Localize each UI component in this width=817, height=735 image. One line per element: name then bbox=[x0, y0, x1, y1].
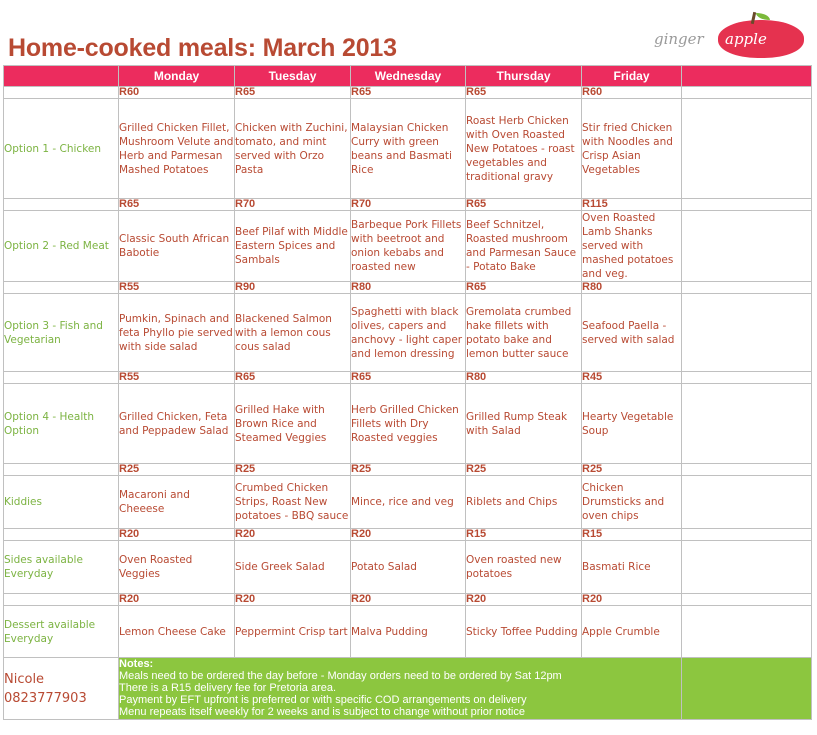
category-label: Option 1 - Chicken bbox=[4, 99, 119, 199]
header-extra bbox=[682, 66, 812, 87]
notes-panel bbox=[119, 658, 682, 720]
blank-cell bbox=[4, 87, 119, 99]
dish-cell: Peppermint Crisp tart bbox=[235, 606, 351, 658]
category-label: Option 3 - Fish and Vegetarian bbox=[4, 294, 119, 372]
blank-cell bbox=[682, 199, 812, 211]
dish-cell: Side Greek Salad bbox=[235, 541, 351, 594]
menu-row-option-3 bbox=[4, 294, 812, 372]
dish-cell: Beef Pilaf with Middle Eastern Spices and Sambals bbox=[235, 211, 351, 282]
day-header-wednesday: Wednesday bbox=[351, 66, 466, 87]
category-label: Dessert available Everyday bbox=[4, 606, 119, 658]
price-cell: R70 bbox=[235, 199, 351, 211]
dish-cell: Grilled Rump Steak with Salad bbox=[466, 384, 582, 464]
price-cell: R65 bbox=[235, 87, 351, 99]
dish-cell: Herb Grilled Chicken Fillets with Dry Roasted veggies bbox=[351, 384, 466, 464]
blank-cell bbox=[682, 99, 812, 199]
menu-row-sides bbox=[4, 541, 812, 594]
notes-line: There is a R15 delivery fee for Pretoria area. bbox=[119, 682, 337, 694]
notes-line: Payment by EFT upfront is preferred or with specific COD arrangements on delivery bbox=[119, 694, 527, 706]
price-cell: R25 bbox=[235, 464, 351, 476]
page-title: Home-cooked meals: March 2013 bbox=[8, 34, 397, 62]
price-cell: R60 bbox=[582, 87, 682, 99]
notes-line: Meals need to be ordered the day before - Monday orders need to be ordered by Sat 12pm bbox=[119, 670, 562, 682]
dish-cell: Malaysian Chicken Curry with green beans and Basmati Rice bbox=[351, 99, 466, 199]
menu-table bbox=[3, 65, 812, 720]
price-cell: R25 bbox=[351, 464, 466, 476]
notes-line: Menu repeats itself weekly for 2 weeks and is subject to change without prior notice bbox=[119, 706, 525, 718]
blank-cell bbox=[682, 476, 812, 529]
price-cell: R20 bbox=[582, 594, 682, 606]
dish-cell: Gremolata crumbed hake fillets with potato bake and lemon butter sauce bbox=[466, 294, 582, 372]
price-cell: R25 bbox=[582, 464, 682, 476]
price-cell: R80 bbox=[466, 372, 582, 384]
blank-cell bbox=[4, 464, 119, 476]
price-cell: R20 bbox=[235, 529, 351, 541]
dish-cell: Grilled Chicken, Feta and Peppadew Salad bbox=[119, 384, 235, 464]
header-row bbox=[4, 66, 812, 87]
apple-leaf-icon bbox=[756, 13, 770, 20]
blank-cell bbox=[682, 464, 812, 476]
price-cell: R15 bbox=[466, 529, 582, 541]
price-cell: R20 bbox=[235, 594, 351, 606]
price-cell: R65 bbox=[235, 372, 351, 384]
blank-cell bbox=[682, 384, 812, 464]
price-row bbox=[4, 282, 812, 294]
blank-cell bbox=[4, 282, 119, 294]
price-cell: R65 bbox=[466, 199, 582, 211]
dish-cell: Beef Schnitzel, Roasted mushroom and Parmesan Sauce - Potato Bake bbox=[466, 211, 582, 282]
category-label: Sides available Everyday bbox=[4, 541, 119, 594]
dish-cell: Hearty Vegetable Soup bbox=[582, 384, 682, 464]
dish-cell: Basmati Rice bbox=[582, 541, 682, 594]
contact-name: Nicole bbox=[4, 671, 45, 687]
price-cell: R70 bbox=[351, 199, 466, 211]
price-cell: R65 bbox=[466, 87, 582, 99]
dish-cell: Lemon Cheese Cake bbox=[119, 606, 235, 658]
price-row bbox=[4, 464, 812, 476]
menu-row-option-4 bbox=[4, 384, 812, 464]
price-row bbox=[4, 199, 812, 211]
blank-cell bbox=[682, 541, 812, 594]
price-cell: R65 bbox=[351, 372, 466, 384]
day-header-friday: Friday bbox=[582, 66, 682, 87]
dish-cell: Barbeque Pork Fillets with beetroot and onion kebabs and roasted new bbox=[351, 211, 466, 282]
price-cell: R60 bbox=[119, 87, 235, 99]
price-cell: R90 bbox=[235, 282, 351, 294]
blank-cell bbox=[4, 529, 119, 541]
dish-cell: Roast Herb Chicken with Oven Roasted New Potatoes - roast vegetables and traditional gravy bbox=[466, 99, 582, 199]
category-label: Option 4 - Health Option bbox=[4, 384, 119, 464]
dish-cell: Stir fried Chicken with Noodles and Crisp Asian Vegetables bbox=[582, 99, 682, 199]
price-cell: R45 bbox=[582, 372, 682, 384]
price-cell: R20 bbox=[351, 594, 466, 606]
price-cell: R80 bbox=[351, 282, 466, 294]
dish-cell: Potato Salad bbox=[351, 541, 466, 594]
blank-cell bbox=[682, 372, 812, 384]
menu-row-option-1 bbox=[4, 99, 812, 199]
price-cell: R20 bbox=[466, 594, 582, 606]
price-row bbox=[4, 372, 812, 384]
dish-cell: Oven Roasted Veggies bbox=[119, 541, 235, 594]
dish-cell: Sticky Toffee Pudding bbox=[466, 606, 582, 658]
dish-cell: Chicken Drumsticks and oven chips bbox=[582, 476, 682, 529]
price-cell: R55 bbox=[119, 282, 235, 294]
day-header-tuesday: Tuesday bbox=[235, 66, 351, 87]
notes-title: Notes: bbox=[119, 658, 154, 670]
price-cell: R80 bbox=[582, 282, 682, 294]
day-header-thursday: Thursday bbox=[466, 66, 582, 87]
category-label: Kiddies bbox=[4, 476, 119, 529]
header-corner bbox=[4, 66, 119, 87]
blank-cell bbox=[4, 594, 119, 606]
dish-cell: Mince, rice and veg bbox=[351, 476, 466, 529]
blank-cell bbox=[4, 199, 119, 211]
dish-cell: Malva Pudding bbox=[351, 606, 466, 658]
price-cell: R55 bbox=[119, 372, 235, 384]
dish-cell: Crumbed Chicken Strips, Roast New potatoes - BBQ sauce bbox=[235, 476, 351, 529]
dish-cell: Macaroni and Cheeese bbox=[119, 476, 235, 529]
price-cell: R65 bbox=[351, 87, 466, 99]
blank-cell bbox=[682, 529, 812, 541]
dish-cell: Pumkin, Spinach and feta Phyllo pie served with side salad bbox=[119, 294, 235, 372]
dish-cell: Classic South African Babotie bbox=[119, 211, 235, 282]
price-cell: R20 bbox=[351, 529, 466, 541]
logo-text-ginger: ginger bbox=[654, 30, 704, 48]
blank-cell bbox=[682, 282, 812, 294]
price-cell: R65 bbox=[119, 199, 235, 211]
dish-cell: Oven Roasted Lamb Shanks served with mashed potatoes and veg. bbox=[582, 211, 682, 282]
blank-cell bbox=[4, 372, 119, 384]
contact-cell bbox=[4, 658, 119, 720]
logo-text-apple: apple bbox=[725, 30, 767, 48]
price-cell: R25 bbox=[466, 464, 582, 476]
price-cell: R15 bbox=[582, 529, 682, 541]
dish-cell: Spaghetti with black olives, capers and anchovy - light caper and lemon dressing bbox=[351, 294, 466, 372]
blank-cell bbox=[682, 294, 812, 372]
dish-cell: Apple Crumble bbox=[582, 606, 682, 658]
dish-cell: Oven roasted new potatoes bbox=[466, 541, 582, 594]
blank-cell bbox=[682, 594, 812, 606]
menu-row-kiddies bbox=[4, 476, 812, 529]
price-cell: R65 bbox=[466, 282, 582, 294]
menu-row-dessert bbox=[4, 606, 812, 658]
dish-cell: Chicken with Zuchini, tomato, and mint served with Orzo Pasta bbox=[235, 99, 351, 199]
blank-cell bbox=[682, 211, 812, 282]
day-header-monday: Monday bbox=[119, 66, 235, 87]
blank-cell bbox=[682, 87, 812, 99]
blank-cell bbox=[682, 606, 812, 658]
price-row bbox=[4, 529, 812, 541]
dish-cell: Riblets and Chips bbox=[466, 476, 582, 529]
price-cell: R20 bbox=[119, 529, 235, 541]
footer-row bbox=[4, 658, 812, 720]
price-cell: R20 bbox=[119, 594, 235, 606]
ginger-apple-logo bbox=[652, 12, 804, 62]
price-row bbox=[4, 594, 812, 606]
dish-cell: Grilled Hake with Brown Rice and Steamed Veggies bbox=[235, 384, 351, 464]
price-cell: R115 bbox=[582, 199, 682, 211]
dish-cell: Seafood Paella - served with salad bbox=[582, 294, 682, 372]
price-row bbox=[4, 87, 812, 99]
notes-fill bbox=[682, 658, 812, 720]
price-cell: R25 bbox=[119, 464, 235, 476]
menu-row-option-2 bbox=[4, 211, 812, 282]
dish-cell: Grilled Chicken Fillet, Mushroom Velute and Herb and Parmesan Mashed Potatoes bbox=[119, 99, 235, 199]
dish-cell: Blackened Salmon with a lemon cous cous salad bbox=[235, 294, 351, 372]
contact-phone: 0823777903 bbox=[4, 690, 87, 706]
category-label: Option 2 - Red Meat bbox=[4, 211, 119, 282]
